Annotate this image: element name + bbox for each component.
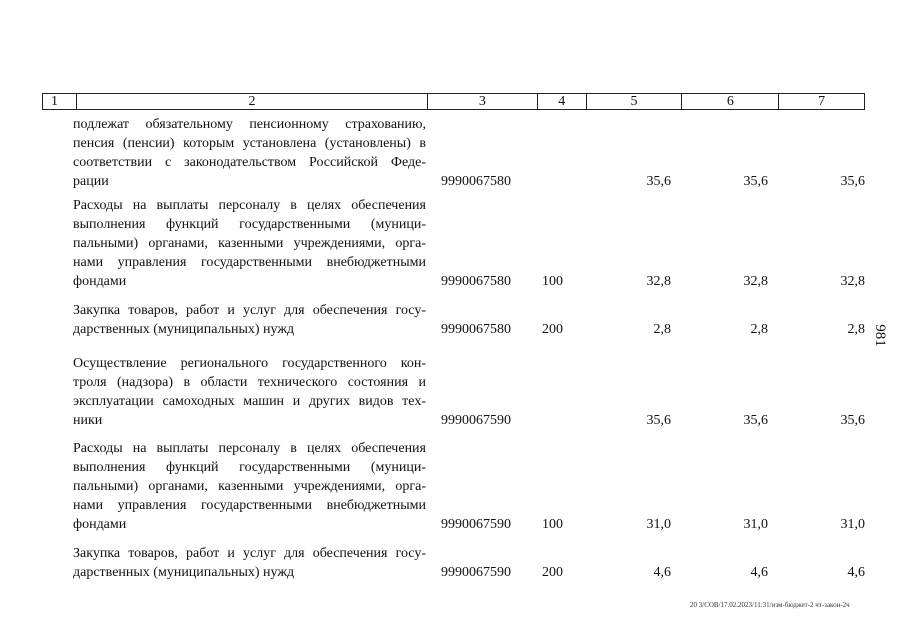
row-description (73, 354, 426, 430)
row-value-2025: 2,8 (847, 322, 865, 337)
row-value-2025: 35,6 (840, 413, 865, 428)
row-value-2023: 35,6 (646, 174, 671, 189)
header-col-4: 4 (537, 94, 586, 109)
description-line: ники (73, 413, 103, 428)
header-col-7: 7 (778, 94, 864, 109)
description-line: дарственных (муниципальных) нужд (73, 565, 295, 580)
row-description (73, 301, 426, 339)
description-line: пальными) органами, казенными учреждениями, орга- (73, 479, 426, 494)
table-row (0, 354, 905, 430)
description-line: нами управления государственными внебюджетными (73, 498, 426, 513)
header-col-1: 1 (51, 94, 58, 109)
description-line: пенсия (пенсии) которым установлена (установлены) в (73, 136, 426, 151)
row-value-2024: 4,6 (750, 565, 768, 580)
row-value-2023: 32,8 (646, 274, 671, 289)
description-line: фондами (73, 274, 127, 289)
description-line: Закупка товаров, работ и услуг для обеспечения госу- (73, 546, 426, 561)
header-col-3: 3 (427, 94, 537, 109)
table-row (0, 196, 905, 291)
row-description (73, 439, 426, 534)
row-expense-type: 200 (542, 322, 563, 337)
description-line: фондами (73, 517, 127, 532)
description-line: выполнения функций государственными (муници- (73, 217, 426, 232)
row-description (73, 196, 426, 291)
description-line: подлежат обязательному пенсионному страхованию, (73, 117, 426, 132)
page-number: 981 (871, 324, 888, 347)
row-value-2023: 31,0 (646, 517, 671, 532)
row-value-2024: 2,8 (750, 322, 768, 337)
row-value-2025: 4,6 (847, 565, 865, 580)
header-col-2: 2 (76, 94, 427, 109)
row-value-2023: 4,6 (653, 565, 671, 580)
description-line: нами управления государственными внебюджетными (73, 255, 426, 270)
description-line: выполнения функций государственными (муници- (73, 460, 426, 475)
description-line: Осуществление регионального государственного кон- (73, 356, 426, 371)
row-code: 9990067590 (441, 413, 511, 428)
description-line: пальными) органами, казенными учреждениями, орга- (73, 236, 426, 251)
row-value-2023: 35,6 (646, 413, 671, 428)
row-value-2025: 32,8 (840, 274, 865, 289)
table-row (0, 439, 905, 534)
row-code: 9990067580 (441, 174, 511, 189)
description-line: соответствии с законодательством Российской Феде- (73, 155, 426, 170)
row-expense-type: 100 (542, 517, 563, 532)
description-line: Закупка товаров, работ и услуг для обеспечения госу- (73, 303, 426, 318)
row-value-2025: 35,6 (840, 174, 865, 189)
header-col-5: 5 (586, 94, 682, 109)
row-value-2024: 31,0 (743, 517, 768, 532)
row-value-2024: 35,6 (743, 174, 768, 189)
row-description (73, 115, 426, 191)
row-value-2024: 35,6 (743, 413, 768, 428)
description-line: Расходы на выплаты персоналу в целях обеспечения (73, 441, 426, 456)
description-line: эксплуатации самоходных машин и других видов тех- (73, 394, 426, 409)
row-value-2025: 31,0 (840, 517, 865, 532)
description-line: рации (73, 174, 109, 189)
row-code: 9990067580 (441, 274, 511, 289)
row-description (73, 544, 426, 582)
row-code: 9990067580 (441, 322, 511, 337)
table-row (0, 115, 905, 191)
footer-file-path: 20 3/СОВ/17.02.2023/11:31/изм-бюджет-2 чт-закон-2ч (690, 601, 850, 609)
table-header (42, 93, 865, 110)
row-value-2023: 2,8 (653, 322, 671, 337)
description-line: Расходы на выплаты персоналу в целях обеспечения (73, 198, 426, 213)
row-value-2024: 32,8 (743, 274, 768, 289)
table-row (0, 301, 905, 339)
table-row (0, 544, 905, 582)
row-code: 9990067590 (441, 517, 511, 532)
row-expense-type: 200 (542, 565, 563, 580)
row-code: 9990067590 (441, 565, 511, 580)
header-col-6: 6 (681, 94, 778, 109)
row-expense-type: 100 (542, 274, 563, 289)
description-line: дарственных (муниципальных) нужд (73, 322, 295, 337)
description-line: троля (надзора) в области технического состояния и (73, 375, 426, 390)
